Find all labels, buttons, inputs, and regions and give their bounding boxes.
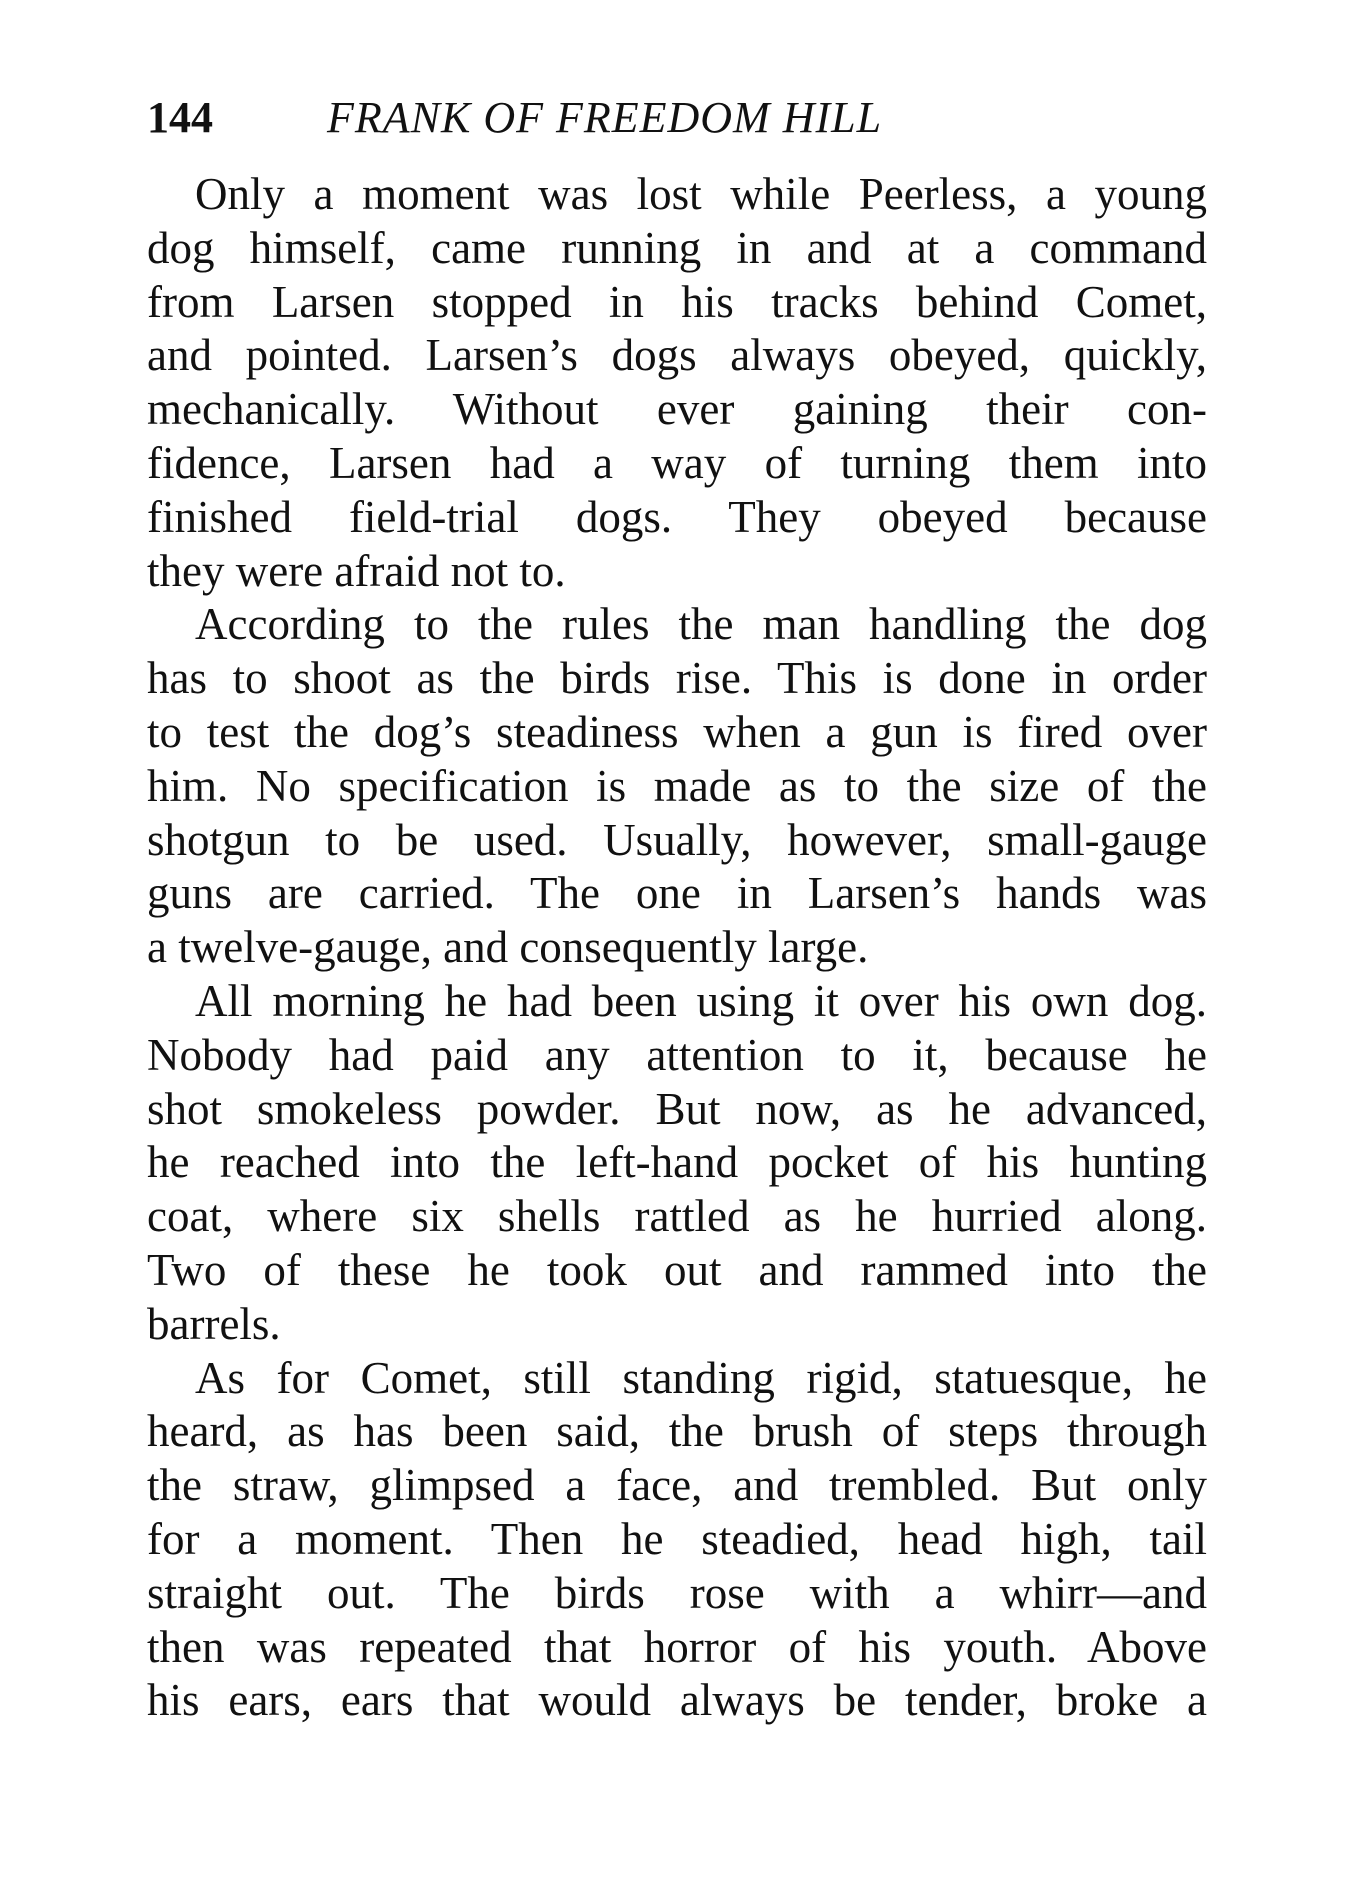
text-line: his ears, ears that would always be tender, broke a: [147, 1675, 1207, 1726]
text-line: coat, where six shells rattled as he hurried along.: [147, 1191, 1207, 1242]
text-line: As for Comet, still standing rigid, statuesque, he: [195, 1352, 1207, 1403]
text-line: shotgun to be used. Usually, however, small-gauge: [147, 814, 1207, 865]
text-line: him. No specification is made as to the size of the: [147, 760, 1207, 811]
text-line: barrels.: [147, 1298, 281, 1349]
text-line: mechanically. Without ever gaining their con-: [147, 384, 1207, 435]
body-text: [147, 168, 1207, 1728]
text-line: then was repeated that horror of his youth. Above: [147, 1621, 1207, 1672]
paragraph-3: [147, 975, 1207, 1352]
paragraph-4: [147, 1352, 1207, 1729]
running-head: [147, 88, 1207, 148]
page-number: 144: [147, 93, 213, 142]
text-line: and pointed. Larsen’s dogs always obeyed, quickly,: [147, 330, 1207, 381]
paragraph-1: [147, 168, 1207, 598]
text-line: All morning he had been using it over his own dog.: [195, 975, 1207, 1026]
running-title: FRANK OF FREEDOM HILL: [327, 93, 883, 142]
paragraph-2: [147, 598, 1207, 975]
text-line: the straw, glimpsed a face, and trembled. But only: [147, 1460, 1207, 1511]
text-line: Only a moment was lost while Peerless, a young: [195, 169, 1207, 219]
text-line: finished field-trial dogs. They obeyed because: [147, 491, 1207, 542]
text-line: he reached into the left-hand pocket of his hunting: [147, 1137, 1207, 1188]
text-line: from Larsen stopped in his tracks behind Comet,: [147, 276, 1207, 327]
text-line: straight out. The birds rose with a whirr—and: [147, 1567, 1207, 1618]
text-line: for a moment. Then he steadied, head high, tail: [147, 1513, 1207, 1564]
text-line: Two of these he took out and rammed into the: [147, 1244, 1207, 1295]
text-line: shot smokeless powder. But now, as he advanced,: [147, 1083, 1207, 1134]
text-line: heard, as has been said, the brush of steps through: [147, 1406, 1207, 1457]
text-line: a twelve-gauge, and consequently large.: [147, 922, 869, 973]
text-line: dog himself, came running in and at a command: [147, 222, 1207, 273]
text-line: has to shoot as the birds rise. This is done in order: [147, 653, 1207, 704]
text-line: they were afraid not to.: [147, 545, 566, 596]
text-line: to test the dog’s steadiness when a gun is fired over: [147, 706, 1207, 757]
text-line: fidence, Larsen had a way of turning them into: [147, 437, 1207, 488]
text-line: Nobody had paid any attention to it, because he: [147, 1029, 1207, 1080]
text-line: guns are carried. The one in Larsen’s hands was: [147, 868, 1207, 919]
text-line: According to the rules the man handling the dog: [195, 599, 1207, 650]
